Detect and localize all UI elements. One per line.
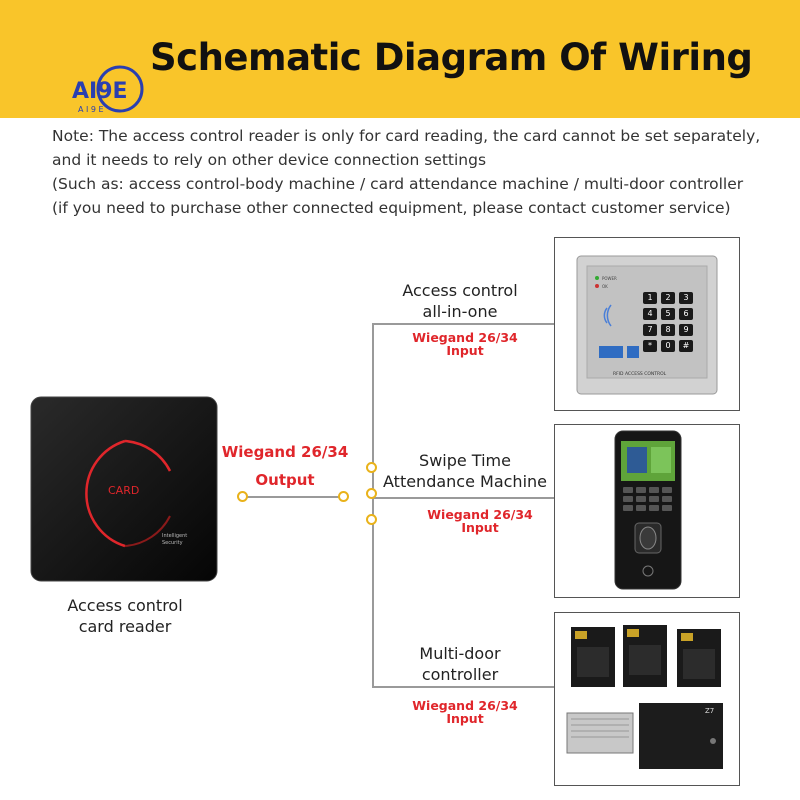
device-1-label [385, 280, 535, 322]
keypad-grid [643, 292, 693, 352]
device-2-frame [554, 424, 740, 598]
reader-label-line2: card reader [78, 617, 172, 636]
device-2-label-line2: Attendance Machine [383, 472, 547, 491]
device-2-input-line2: Input [461, 520, 499, 535]
svg-text:AI9E: AI9E [72, 79, 128, 104]
device-1-input-line1: Wiegand 26/34 [412, 330, 518, 345]
svg-text:Z7: Z7 [705, 707, 715, 715]
keypad-key: # [679, 340, 693, 352]
output-wire [244, 496, 344, 498]
attendance-machine-image [555, 425, 738, 596]
svg-text:CARD: CARD [108, 484, 140, 497]
svg-text:Security: Security [162, 540, 183, 546]
note-line-2: and it needs to rely on other device connection settings [52, 151, 487, 169]
svg-text:RFID ACCESS CONTROL: RFID ACCESS CONTROL [613, 372, 667, 377]
keypad-key: 4 [643, 308, 657, 320]
card-reader-image [30, 396, 218, 582]
device-2-label-line1: Swipe Time [419, 451, 511, 470]
note-line-3: (Such as: access control-body machine / card attendance machine / multi-door controller [52, 175, 744, 193]
device-3-label [390, 643, 530, 685]
note-line-1: Note: The access control reader is only for card reading, the card cannot be set separately, [52, 127, 761, 145]
keypad-key: 7 [643, 324, 657, 336]
connector-output [338, 491, 349, 502]
keypad-key: 6 [679, 308, 693, 320]
bus-wire [372, 323, 374, 687]
note-line-4: (if you need to purchase other connected equipment, please contact customer service) [52, 199, 731, 217]
device-3-frame [554, 612, 740, 786]
device-1-label-line1: Access control [402, 281, 518, 300]
device-1-frame [554, 237, 740, 411]
svg-text:Intelligent: Intelligent [162, 533, 188, 539]
connector-input-2 [366, 488, 377, 499]
reader-output-label-line2: Output [255, 471, 315, 489]
reader-label-line1: Access control [67, 596, 183, 615]
connector-input-1 [366, 462, 377, 473]
svg-text:A I 9 E: A I 9 E [78, 105, 104, 114]
brand-logo [68, 62, 153, 117]
device-3-label-line2: controller [421, 665, 499, 684]
svg-text:OK: OK [602, 284, 608, 289]
branch-wire-2 [372, 497, 554, 499]
keypad-key: 8 [661, 324, 675, 336]
device-3-input-line1: Wiegand 26/34 [412, 698, 518, 713]
svg-text:POWER: POWER [602, 276, 617, 281]
keypad-key: 2 [661, 292, 675, 304]
device-3-label-line1: Multi-door [419, 644, 501, 663]
device-1-input-line2: Input [446, 343, 484, 358]
reader-label [60, 595, 190, 637]
keypad-key: * [643, 340, 657, 352]
connector-input-3 [366, 514, 377, 525]
device-1-label-line2: all-in-one [422, 302, 498, 321]
device-3-input-line2: Input [446, 711, 484, 726]
branch-wire-3 [372, 686, 554, 688]
keypad-key: 3 [679, 292, 693, 304]
device-2-input-line1: Wiegand 26/34 [427, 507, 533, 522]
device-2-label [380, 450, 550, 492]
controller-boards-image [555, 613, 738, 784]
keypad-key: 9 [679, 324, 693, 336]
reader-output-label-line1: Wiegand 26/34 [221, 443, 349, 461]
branch-wire-1 [372, 323, 554, 325]
page-title: Schematic Diagram Of Wiring [150, 36, 753, 79]
keypad-key: 5 [661, 308, 675, 320]
keypad-key: 1 [643, 292, 657, 304]
connector-reader [237, 491, 248, 502]
keypad-key: 0 [661, 340, 675, 352]
